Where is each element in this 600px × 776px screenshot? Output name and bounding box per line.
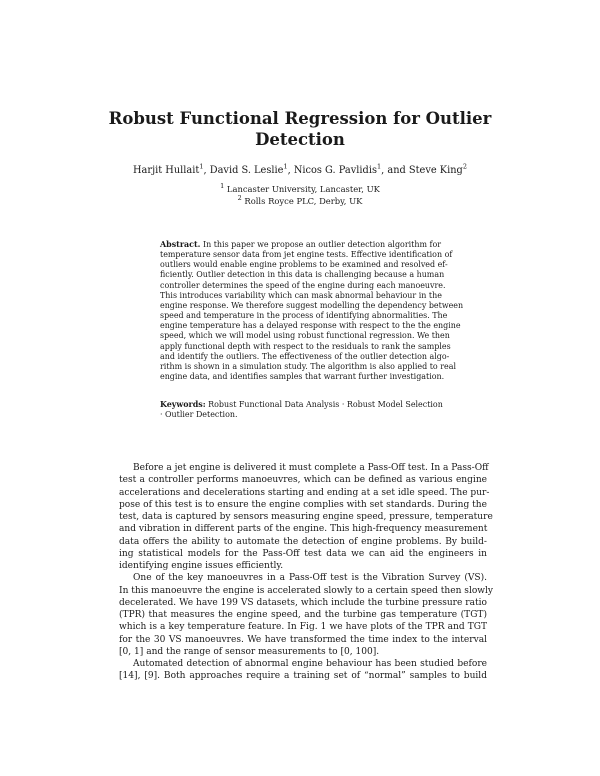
abstract-line <box>160 240 445 250</box>
body-line: accelerations and decelerations starting and ending at a set idle speed. The pur- <box>119 487 490 498</box>
affiliation-line <box>60 183 540 195</box>
body-line: for the 30 VS manoeuvres. We have transformed the time index to the interval <box>119 634 487 645</box>
affiliation-marker: 1 <box>283 162 288 171</box>
body-line: test a controller performs manoeuvres, which can be defined as various engine <box>119 475 487 486</box>
affiliation-text: Rolls Royce PLC, Derby, UK <box>244 196 363 206</box>
abstract-line: speed, which we will model using robust functional regression. We then <box>160 331 450 341</box>
body-line: In this manoeuvre the engine is accelerated slowly to a certain speed then slowly <box>119 585 494 596</box>
body-line: Automated detection of abnormal engine behaviour has been studied before <box>133 659 487 669</box>
title-line-2: Detection <box>255 130 345 149</box>
body-line: One of the key manoeuvres in a Pass-Off test is the Vibration Survey (VS). <box>133 573 487 584</box>
affiliation-marker: 1 <box>220 182 225 191</box>
abstract-line: apply functional depth with respect to the residuals to rank the samples <box>160 341 451 351</box>
abstract-line: engine temperature has a delayed response with respect to the the engine <box>160 321 461 331</box>
paper-title <box>60 108 540 150</box>
body-line: identifying engine issues efficiently. <box>119 561 284 571</box>
abstract-line: engine response. We therefore suggest modelling the dependency between <box>160 300 464 310</box>
author-list <box>60 162 540 176</box>
body-line: pose of this test is to ensure the engine complies with set standards. During the <box>119 499 487 510</box>
abstract-line: temperature sensor data from jet engine tests. Effective identification of <box>160 250 453 260</box>
keywords-line <box>160 400 445 410</box>
body-line: ing statistical models for the Pass-Off test data we can aid the engineers in <box>119 548 487 559</box>
author-name: Harjit Hullait <box>133 165 200 176</box>
affiliation-text: Lancaster University, Lancaster, UK <box>226 184 380 194</box>
keywords-text: Robust Functional Data Analysis · Robust Model Selection <box>205 400 443 409</box>
affiliations <box>60 183 540 207</box>
body-line: data offers the ability to automate the detection of engine problems. By build- <box>119 536 487 547</box>
abstract-line: controller determines the speed of the engine during each manoeuvre. <box>160 280 446 290</box>
title-line-1: Robust Functional Regression for Outlier <box>108 109 492 128</box>
body-line: [0, 1] and the range of sensor measurements to [0, 100]. <box>119 646 380 657</box>
affiliation-marker: 2 <box>462 162 467 171</box>
body-line: (TPR) that measures the engine speed, and the turbine gas temperature (TGT) <box>119 610 487 620</box>
body-line: Before a jet engine is delivered it must complete a Pass-Off test. In a Pass-Off <box>133 463 489 473</box>
abstract-line: outliers would enable engine problems to be examined and resolved ef- <box>160 260 448 270</box>
abstract <box>160 240 464 382</box>
body-line: decelerated. We have 199 VS datasets, which include the turbine pressure ratio <box>119 597 487 608</box>
abstract-line: and identify the outliers. The effectiveness of the outlier detection algo- <box>160 351 450 361</box>
keywords-label: Keywords: <box>160 400 206 409</box>
affiliation-marker: 2 <box>237 194 242 203</box>
keywords <box>160 400 445 420</box>
abstract-text: In this paper we propose an outlier detection algorithm for <box>200 240 442 249</box>
abstract-line: engine data, and identifies samples that warrant further investigation. <box>160 372 445 382</box>
body-line: and vibration in different parts of the engine. This high-frequency measurement <box>119 524 488 535</box>
author-name: , Nicos G. Pavlidis <box>287 165 377 176</box>
affiliation-marker: 1 <box>377 162 382 171</box>
body-line: [14], [9]. Both approaches require a training set of “normal” samples to build <box>119 671 487 682</box>
abstract-line: rithm is shown in a simulation study. The algorithm is also applied to real <box>160 361 456 371</box>
body-line: test, data is captured by sensors measuring engine speed, pressure, temperature <box>119 512 493 522</box>
affiliation-line <box>60 195 540 207</box>
author-name: , David S. Leslie <box>203 165 284 176</box>
abstract-line: ficiently. Outlier detection in this data is challenging because a human <box>160 270 445 280</box>
body-text <box>119 462 494 683</box>
keywords-line: · Outlier Detection. <box>160 410 238 420</box>
body-line: which is a key temperature feature. In Fig. 1 we have plots of the TPR and TGT <box>119 622 487 633</box>
affiliation-marker: 1 <box>199 162 204 171</box>
abstract-label: Abstract. <box>160 240 201 249</box>
abstract-line: This introduces variability which can mask abnormal behaviour in the <box>160 290 442 300</box>
abstract-line: speed and temperature in the process of identifying abnormalities. The <box>160 311 448 321</box>
author-name: , and Steve King <box>381 165 463 176</box>
